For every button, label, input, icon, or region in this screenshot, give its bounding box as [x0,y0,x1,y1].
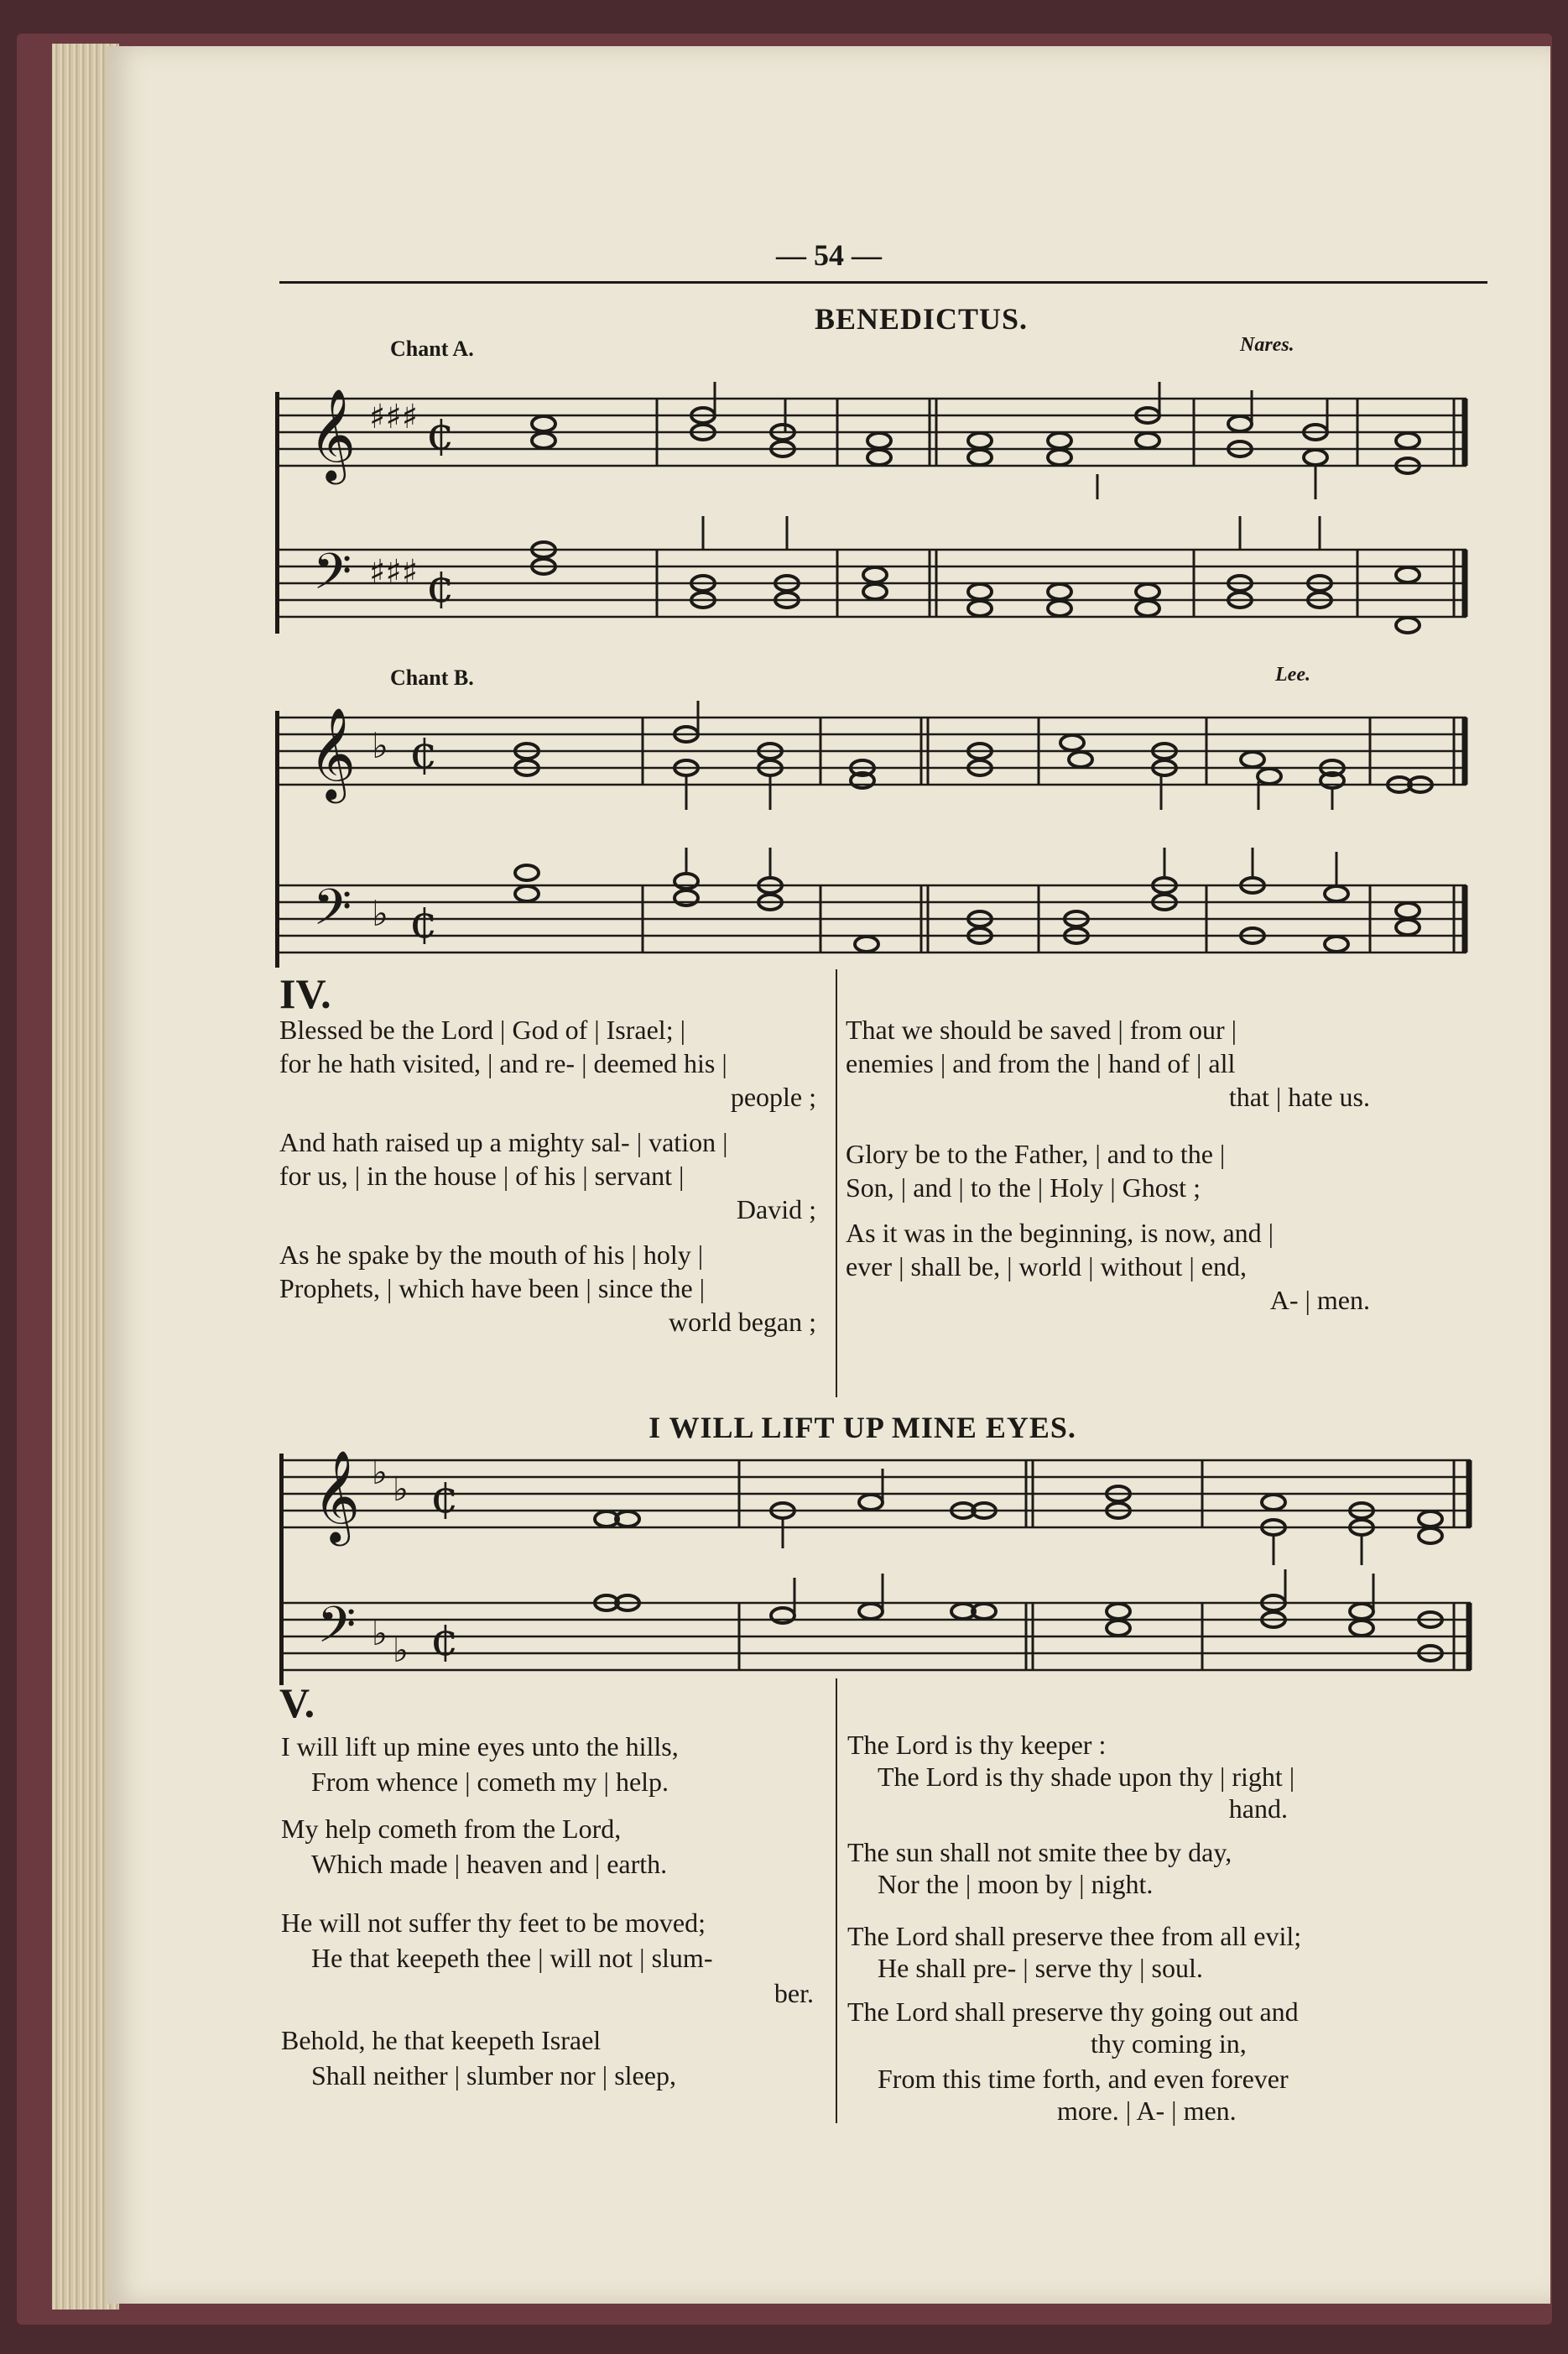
section-iv-left-column [279,1013,816,1350]
chant-b-composer: Lee. [1275,664,1310,686]
chant-a-score [275,382,1492,659]
verse-line: From this time forth, and even forever [878,2064,1289,2094]
verse-line: for us, | in the house | of his | servant | [279,1161,685,1191]
section-v-left-column [281,1729,822,2105]
verse-line: ever | shall be, | world | without | end, [846,1251,1247,1281]
verse-line: The sun shall not smite thee by day, [847,1837,1232,1867]
cut-time-icon: ¢ [430,1613,460,1666]
verse [846,1013,1370,1114]
section-v-numeral: V. [279,1679,315,1726]
flat-icon: ♭ [372,1615,388,1653]
verse-line: that | hate us. [1228,1082,1370,1112]
bass-clef-icon: 𝄢 [313,542,352,613]
verse [847,1836,1376,1900]
verse [279,1125,816,1226]
verse-line: The Lord shall preserve thy going out and [847,1996,1299,2027]
verse-line: He shall pre- | serve thy | soul. [878,1953,1203,1983]
verse-line: enemies | and from the | hand of | all [846,1048,1236,1078]
verse [847,2063,1376,2127]
chant-b-label: Chant B. [390,665,474,690]
verse-line: He will not suffer thy feet to be moved; [281,1908,706,1938]
verse-line: The Lord shall preserve thee from all evil; [847,1921,1302,1951]
sharp-icon: ♯♯♯ [369,553,419,592]
verse-line: Nor the | moon by | night. [878,1869,1154,1899]
lift-up-barlines [739,1460,1454,1670]
verse-line: I will lift up mine eyes unto the hills, [281,1731,679,1762]
verse-line: Behold, he that keepeth Israel [281,2025,602,2055]
verse [846,1216,1370,1317]
benedictus-title: BENEDICTUS. [814,302,1029,336]
verse [281,1905,822,2011]
chant-a-composer: Nares. [1240,334,1295,356]
section-iv-numeral: IV. [279,970,331,1017]
flat-icon: ♭ [372,1454,388,1492]
bass-clef-icon: 𝄢 [313,878,352,948]
lift-up-title: I WILL LIFT UP MINE EYES. [649,1411,1076,1444]
verse-line: David ; [736,1194,816,1224]
treble-clef-icon: 𝄞 [309,707,357,800]
verse-line: Which made | heaven and | earth. [311,1849,668,1879]
treble-clef-icon: 𝄞 [309,389,357,481]
verse [279,1013,816,1114]
verse-line: From whence | cometh my | help. [311,1767,669,1797]
verse-line: Shall neither | slumber nor | sleep, [311,2060,676,2090]
verse [846,1137,1370,1204]
page-number: — 54 — [776,238,882,272]
verse-line: hand. [1228,1793,1288,1824]
chant-a-label: Chant A. [390,337,474,361]
verse [281,1811,822,1882]
cut-time-icon: ¢ [409,895,439,948]
verse [281,2023,822,2093]
verse-line: Glory be to the Father, | and to the | [846,1139,1226,1169]
verse-line: world began ; [669,1307,816,1337]
lift-up-notes [595,1486,1442,1661]
chant-b-stems [686,701,1336,885]
section-v-right-column [847,1729,1376,2138]
verse-line: more. | A- | men. [1057,2096,1237,2126]
verse [847,1920,1376,1984]
verse-line: A- | men. [1269,1285,1370,1315]
header-rule [279,281,1487,284]
cut-time-icon: ¢ [430,1470,460,1523]
cut-time-icon: ¢ [426,407,456,460]
verse-line: for he hath visited, | and re- | deemed his | [279,1048,727,1078]
verse-line: He that keepeth thee | will not | slum- [311,1943,713,1973]
section-iv-right-column [846,1013,1370,1328]
verse-line: Prophets, | which have been | since the | [279,1273,706,1303]
verse-line: The Lord is thy keeper : [847,1730,1107,1760]
verse-line: Blessed be the Lord | God of | Israel; | [279,1015,685,1045]
flat-icon: ♭ [393,1470,409,1509]
verse-line: thy coming in, [1091,2028,1247,2059]
treble-clef-icon: 𝄞 [313,1450,361,1542]
flat-icon: ♭ [393,1631,409,1670]
verse [281,1729,822,1799]
verse-line: As he spake by the mouth of his | holy | [279,1240,704,1270]
chant-b-score [275,701,1492,978]
verse-line: As it was in the beginning, is now, and | [846,1218,1274,1248]
verse-line: My help cometh from the Lord, [281,1814,622,1844]
column-divider [836,969,837,1397]
flat-icon: ♭ [372,893,388,934]
verse [847,1729,1376,1824]
book-page [107,46,1550,2304]
column-divider [836,1678,837,2123]
verse-line: And hath raised up a mighty sal- | vation | [279,1127,728,1157]
sharp-icon: ♯♯♯ [369,398,419,436]
cut-time-icon: ¢ [409,726,439,779]
bass-clef-icon: 𝄢 [317,1595,357,1666]
chant-b-barlines [643,718,1454,953]
verse-line: people ; [730,1082,816,1112]
lift-up-score [279,1443,1487,1695]
verse [847,1996,1376,2059]
flat-icon: ♭ [372,725,388,766]
verse-line: That we should be saved | from our | [846,1015,1237,1045]
verse-line: ber. [774,1978,814,2008]
lift-up-stems [783,1469,1373,1615]
verse-line: Son, | and | to the | Holy | Ghost ; [846,1172,1201,1203]
chant-b-bass-staff [275,885,1466,953]
verse-line: The Lord is thy shade upon thy | right | [878,1762,1295,1792]
cut-time-icon: ¢ [426,560,456,613]
verse [279,1238,816,1339]
